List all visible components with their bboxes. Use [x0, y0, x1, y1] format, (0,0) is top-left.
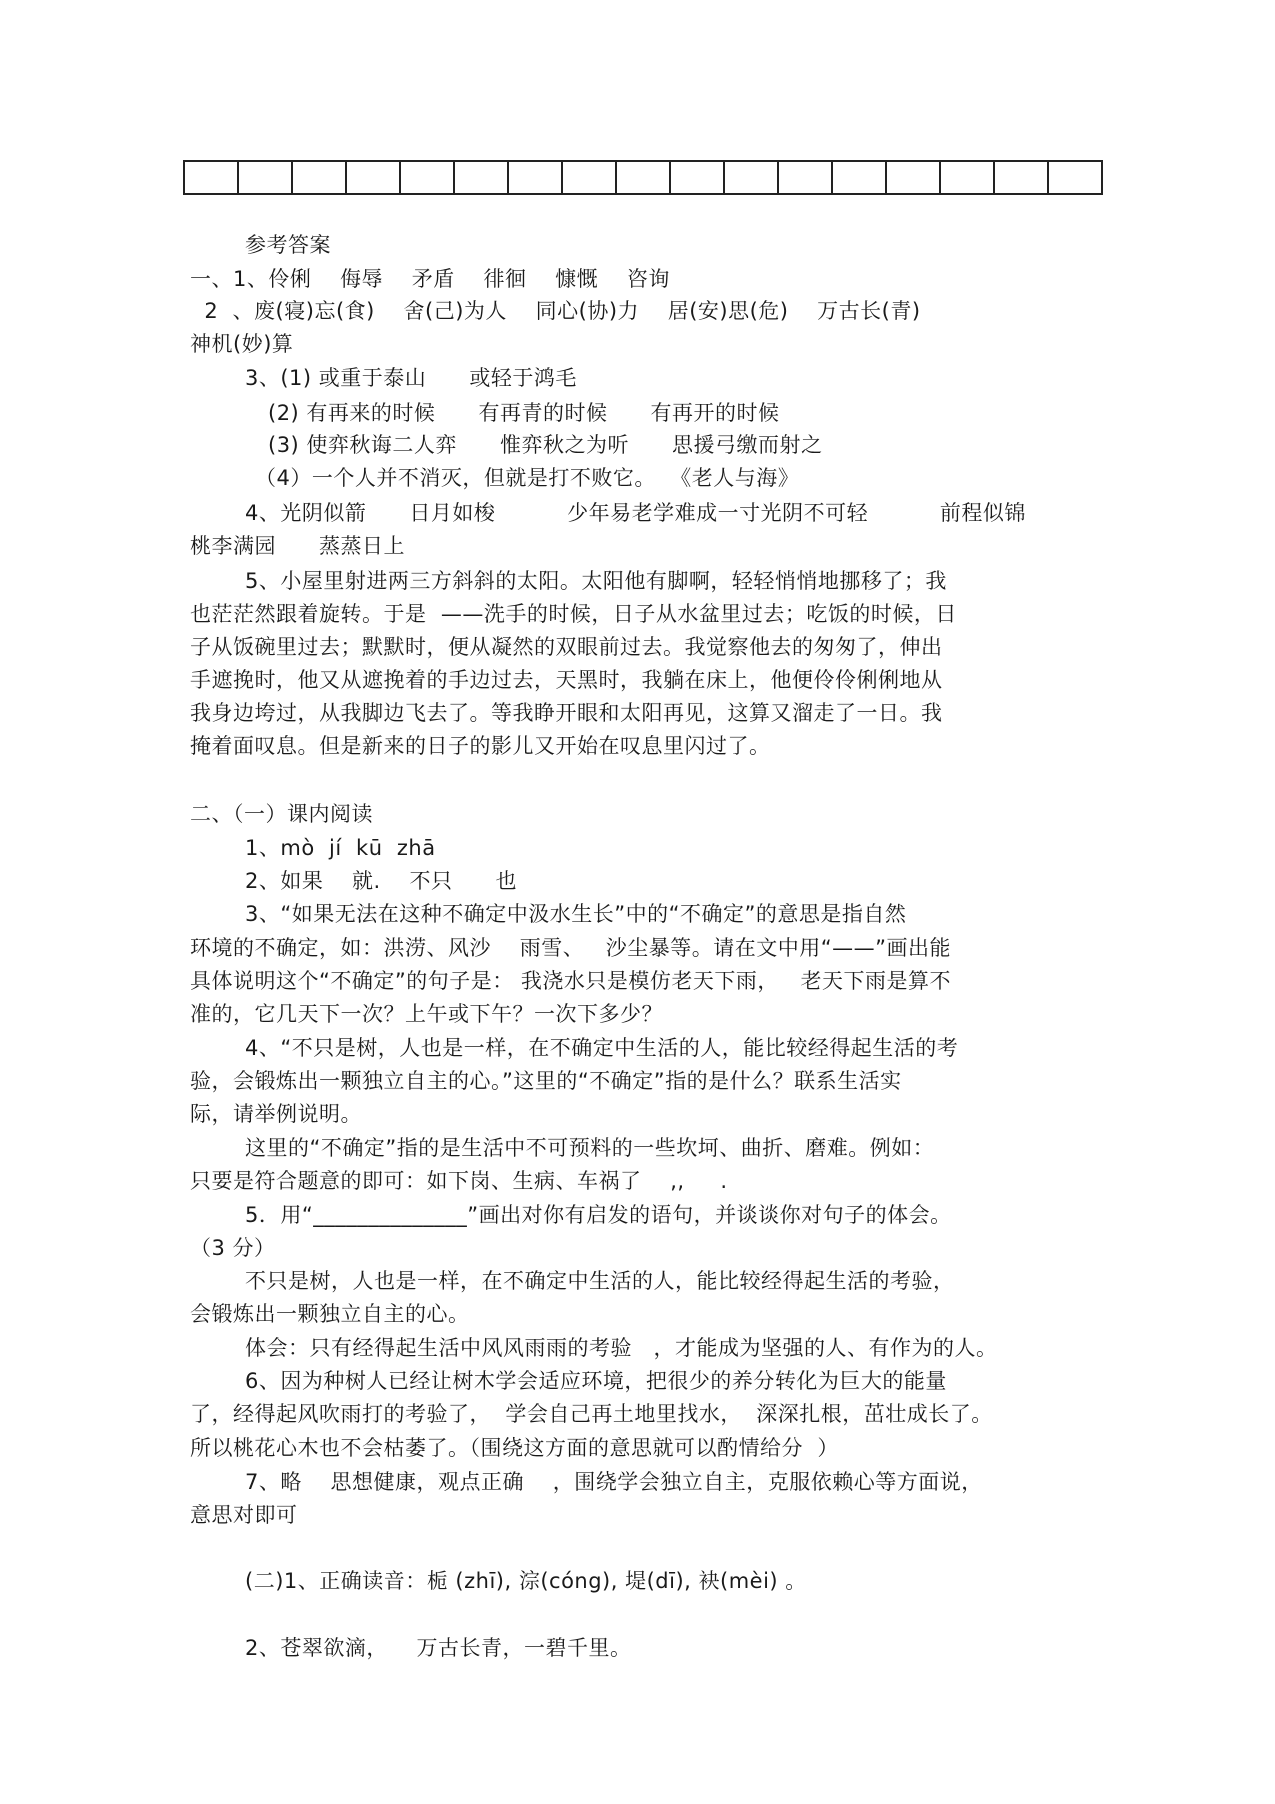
grid-cell	[346, 161, 400, 194]
section-2-heading: 二、（一）课内阅读	[190, 802, 373, 826]
section-1-item-3: 3、(1) 或重于泰山 或轻于鸿毛	[245, 366, 577, 390]
text-line: 只要是符合题意的即可：如下岗、生病、车祸了 ,, .	[190, 1169, 728, 1193]
grid-cell	[508, 161, 562, 194]
text-line: 所以桃花心木也不会枯萎了。（围绕这方面的意思就可以酌情给分 ）	[190, 1436, 839, 1460]
grid-cell	[1048, 161, 1102, 194]
section-2-item-1: 1、mò jí kū zhā	[245, 836, 436, 860]
section-1-item-4: 4、光阴似箭 日月如梭 少年易老学难成一寸光阴不可轻 前程似锦	[245, 501, 1026, 525]
section-2-item-7: 7、略 思想健康，观点正确 ，围绕学会独立自主，克服依赖心等方面说，	[245, 1470, 983, 1494]
grid-cell	[778, 161, 832, 194]
text-line: 准的，它几天下一次？上午或下午？一次下多少？	[190, 1002, 663, 1026]
grid-cell	[562, 161, 616, 194]
section-2-item-2: 2、如果 就. 不只 也	[245, 869, 517, 893]
text-line: 神机(妙)算	[190, 332, 294, 356]
text-line: 了，经得起风吹雨打的考验了， 学会自己再土地里找水， 深深扎根，茁壮成长了。	[190, 1402, 993, 1426]
grid-cell	[184, 161, 238, 194]
grid-cell	[454, 161, 508, 194]
section-1-item-1: 一、1、伶俐 侮辱 矛盾 徘徊 慷慨 咨询	[190, 267, 670, 291]
answer-grid-row	[184, 161, 1102, 194]
text-line: （4）一个人并不消灭，但就是打不败它。 《老人与海》	[255, 466, 800, 490]
text-line: 也茫茫然跟着旋转。于是 ——洗手的时候，日子从水盆里过去；吃饭的时候，日	[190, 602, 957, 626]
grid-cell	[832, 161, 886, 194]
section-2-part-2-item-2: 2、苍翠欲滴， 万古长青，一碧千里。	[245, 1636, 632, 1660]
text-line: 这里的“不确定”指的是生活中不可预料的一些坎坷、曲折、磨难。例如：	[245, 1136, 935, 1160]
text-line: 具体说明这个“不确定”的句子是： 我浇水只是模仿老天下雨， 老天下雨是算不	[190, 969, 951, 993]
answer-heading: 参考答案	[245, 233, 331, 257]
text-line: 环境的不确定，如：洪涝、风沙 雨雪、 沙尘暴等。请在文中用“——”画出能	[190, 936, 951, 960]
text-line: 手遮挽时，他又从遮挽着的手边过去，天黑时，我躺在床上，他便伶伶俐俐地从	[190, 668, 943, 692]
text-line: 掩着面叹息。但是新来的日子的影儿又开始在叹息里闪过了。	[190, 734, 771, 758]
text-line: 验，会锻炼出一颗独立自主的心。”这里的“不确定”指的是什么？联系生活实	[190, 1069, 902, 1093]
section-1-item-2: 2 、废(寝)忘(食) 舍(己)为人 同心(协)力 居(安)思(危) 万古长(青)	[190, 299, 921, 323]
grid-cell	[886, 161, 940, 194]
grid-cell	[724, 161, 778, 194]
text-line: (3) 使弈秋诲二人弈 惟弈秋之为听 思援弓缴而射之	[268, 433, 823, 457]
text-line: 际，请举例说明。	[190, 1102, 362, 1126]
grid-cell	[670, 161, 724, 194]
section-2-item-4: 4、“不只是树，人也是一样，在不确定中生活的人，能比较经得起生活的考	[245, 1036, 959, 1060]
text-line: 会锻炼出一颗独立自主的心。	[190, 1302, 470, 1326]
text-line: 我身边垮过，从我脚边飞去了。等我睁开眼和太阳再见，这算又溜走了一日。我	[190, 701, 943, 725]
text-line: 不只是树，人也是一样，在不确定中生活的人，能比较经得起生活的考验，	[245, 1269, 955, 1293]
grid-cell	[994, 161, 1048, 194]
text-line: 桃李满园 蒸蒸日上	[190, 534, 406, 558]
grid-cell	[238, 161, 292, 194]
grid-cell	[940, 161, 994, 194]
section-1-item-5: 5、小屋里射进两三方斜斜的太阳。太阳他有脚啊，轻轻悄悄地挪移了；我	[245, 569, 947, 593]
text-line: （3 分）	[190, 1236, 276, 1260]
grid-cell	[400, 161, 454, 194]
section-2-item-3: 3、“如果无法在这种不确定中汲水生长”中的“不确定”的意思是指自然	[245, 902, 907, 926]
section-2-item-6: 6、因为种树人已经让树木学会适应环境，把很少的养分转化为巨大的能量	[245, 1369, 947, 1393]
answer-grid	[183, 160, 1103, 195]
text-line: 意思对即可	[190, 1503, 298, 1527]
text-line: 子从饭碗里过去；默默时，便从凝然的双眼前过去。我觉察他去的匆匆了，伸出	[190, 635, 943, 659]
grid-cell	[292, 161, 346, 194]
text-line: (2) 有再来的时候 有再青的时候 有再开的时候	[268, 401, 780, 425]
grid-cell	[616, 161, 670, 194]
section-2-part-2-item-1: (二)1、正确读音：栀 (zhī), 淙(cóng), 堤(dī), 袂(mèi) 。	[245, 1569, 807, 1593]
section-2-item-5: 5．用“______________”画出对你有启发的语句，并谈谈你对句子的体会。	[245, 1203, 952, 1227]
text-line: 体会：只有经得起生活中风风雨雨的考验 ，才能成为坚强的人、有作为的人。	[245, 1336, 998, 1360]
